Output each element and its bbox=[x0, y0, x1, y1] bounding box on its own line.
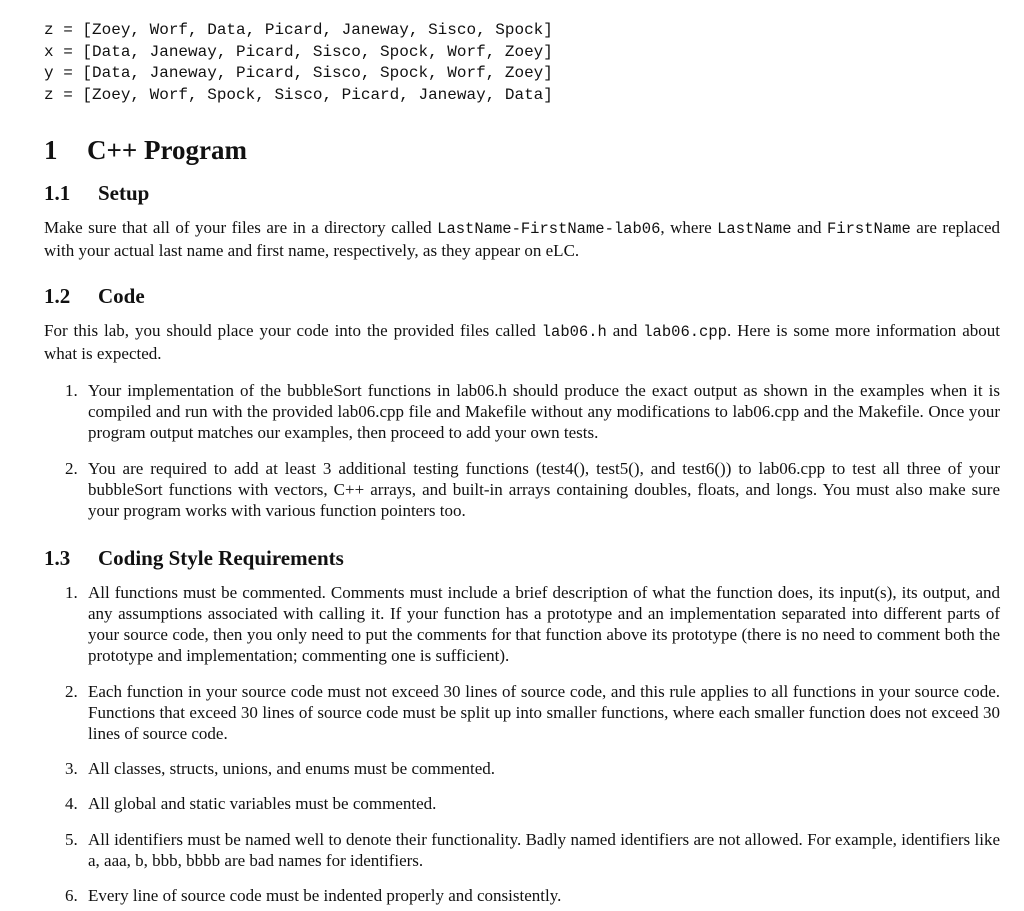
subsection-heading-setup bbox=[44, 180, 149, 206]
list-item: 2. You are required to add at least 3 additional testing functions (test4(), test5(), and test6()) to lab06.cpp to test all three of your bubbleSort functions with vectors, C++ arrays, and built-in arrays containing doubles, floats, and longs. You must also make sure your program works with various function pointers too. bbox=[65, 459, 1000, 520]
subsection-title: Code bbox=[98, 284, 145, 308]
subsection-number: 1.3 bbox=[44, 546, 71, 570]
subsection-number: 1.1 bbox=[44, 181, 71, 205]
setup-paragraph: Make sure that all of your files are in a directory called LastName-FirstName-lab06, where LastName and FirstName are replaced with your actual last name and first name, respectively, as they appear on eLC. bbox=[44, 218, 1000, 260]
code-line: z = [Zoey, Worf, Data, Picard, Janeway, Sisco, Spock] bbox=[44, 21, 553, 39]
header-file-name: lab06.h bbox=[541, 323, 607, 341]
code-line: z = [Zoey, Worf, Spock, Sisco, Picard, Janeway, Data] bbox=[44, 85, 553, 104]
subsection-number: 1.2 bbox=[44, 284, 71, 308]
list-item: 1. All functions must be commented. Comments must include a brief description of what the function does, its input(s), its output, and any assumptions associated with calling it. If your function has a prototype and an implementation separated into different parts of your source code, then you only need to put the comments for that function above its prototype (there is no need to comment both the prototype and implementation; commenting one is sufficient). bbox=[65, 583, 1000, 665]
source-file-name: lab06.cpp bbox=[643, 323, 727, 341]
section-heading-cpp-program bbox=[44, 134, 247, 166]
list-item: 5. All identifiers must be named well to denote their functionality. Badly named identifiers are not allowed. For example, identifiers like a, aaa, b, bbb, bbbb are bad names for identifiers. bbox=[65, 830, 1000, 870]
code-line: x = [Data, Janeway, Picard, Sisco, Spock, Worf, Zoey] bbox=[44, 42, 553, 61]
section-title: C++ Program bbox=[87, 135, 247, 165]
directory-name: LastName-FirstName-lab06 bbox=[437, 220, 661, 238]
subsection-heading-code bbox=[44, 283, 145, 309]
code-intro-paragraph: For this lab, you should place your code into the provided files called lab06.h and lab06.cpp. Here is some more information about what is expected. bbox=[44, 321, 1000, 363]
code-block bbox=[44, 20, 553, 106]
list-item: 4. All global and static variables must be commented. bbox=[65, 794, 437, 813]
list-item: 6. Every line of source code must be indented properly and consistently. bbox=[65, 886, 562, 905]
subsection-heading-coding-style bbox=[44, 545, 344, 571]
code-line: y = [Data, Janeway, Picard, Sisco, Spock, Worf, Zoey] bbox=[44, 64, 553, 82]
section-number: 1 bbox=[44, 135, 58, 165]
list-item: 3. All classes, structs, unions, and enums must be commented. bbox=[65, 759, 495, 778]
list-item: 2. Each function in your source code must not exceed 30 lines of source code, and this rule applies to all functions in your source code. Functions that exceed 30 lines of source code must be split up into smaller functions, where each smaller function does not exceed 30 lines of source code. bbox=[65, 682, 1000, 743]
list-item: 1. Your implementation of the bubbleSort functions in lab06.h should produce the exact output as shown in the examples when it is compiled and run with the provided lab06.cpp file and Makefile without any modifications to lab06.cpp and the Makefile. Once your program output matches our examples, then proceed to add your own tests. bbox=[65, 381, 1000, 442]
last-name-token: LastName bbox=[717, 220, 792, 238]
subsection-title: Coding Style Requirements bbox=[98, 546, 344, 570]
subsection-title: Setup bbox=[98, 181, 150, 205]
first-name-token: FirstName bbox=[827, 220, 911, 238]
